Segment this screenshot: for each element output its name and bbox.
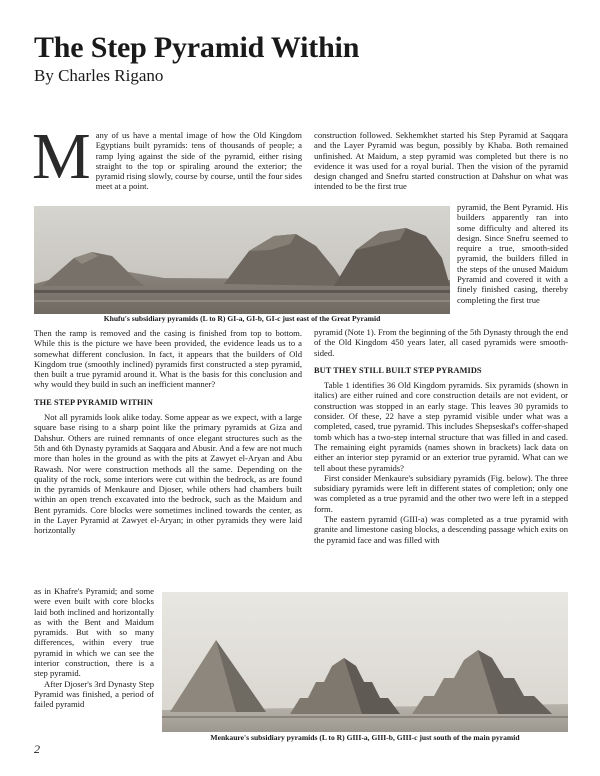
photo2-caption: Menkaure's subsidiary pyramids (L to R) GIII-a, GIII-b, GIII-c just south of the main pyramid [210,733,520,742]
eastern-pyramid-paragraph: The eastern pyramid (GIII-a) was completed as a true pyramid with granite and limestone casing blocks, a descending passage which exits on the pyramid face and was filled with [314,514,568,545]
section-heading-step-pyramid-within: THE STEP PYRAMID WITHIN [34,397,154,407]
article-title: The Step Pyramid Within [34,31,360,64]
intro-text: any of us have a mental image of how the Old Kingdom Egyptians built pyramids: tens of thousands of people; a ramp lying against the side of the pyramid, either rising straight to the top or spiraling around the exterior; the pyramid rising slowly, course by course, until the four sides meet at a point. [95,130,302,192]
table-paragraph: Table 1 identifies 36 Old Kingdom pyramids. Six pyramids (shown in italics) are either ruined and core construction details are not evident, or construction was stopped in an early stage. This leaves 30 pyramids to consider. Of these, 22 have a step pyramid visible under what was a completed, cased, true pyramid. This includes Shepseskaf's coffer-shaped tomb which has a two-step internal structure that was filled in and cased. The remaining eight pyramids (names shown in brackets) lack data on either an interior step pyramid or an exterior true pyramid. What can we tell about these pyramids? [314,380,568,473]
bent-pyramid-paragraph: pyramid, the Bent Pyramid. His builders apparently ran into some difficulty and altered its design. Since Snefru seemed to require a true, smooth-sided pyramid, the builders filled in the steps of the unused Maidum Pyramid and covered it with a finely finished casing, thereby completing the first true [457,202,568,305]
ramp-paragraph: Then the ramp is removed and the casing is finished from top to bottom. While this is the picture we have been provided, the evidence leads us to a somewhat different conclusion. In fact, it appears that the builders of Old Kingdom true (smoothly inclined) pyramids first constructed a step pyramid, then built a true pyramid around it. What is the basis for this conclusion and why would they build in such an inefficient manner? [34,328,302,390]
photo2-illustration [162,592,568,732]
drop-cap: M [32,120,91,193]
intro-paragraph [32,120,302,193]
khufu-subsidiary-pyramids-photo [34,206,450,314]
menkaure-subsidiary-pyramids-photo [162,592,568,732]
smooth-sided-paragraph: pyramid (Note 1). From the beginning of the 5th Dynasty through the end of the Old Kingdom 450 years later, all cased pyramids were smooth-sided. [314,327,568,358]
construction-paragraph: construction followed. Sekhemkhet started his Step Pyramid at Saqqara and the Layer Pyramid was begun, possibly by Khaba. Both remained unfinished. At Maidum, a step pyramid was completed but there is no evidence it was used for a royal burial. Then the vision of the pyramid design changed and Snefru started construction at Dahshur on what was intended to be the first true [314,130,568,192]
within-paragraph: Not all pyramids look alike today. Some appear as we expect, with a large square base rising to a sharp point like the primary pyramids at Giza and Dahshur. Others are ruined remnants of once elegant structures such as the 5th and 6th Dynasty pyramids at Saqqara and Abusir. And a few are not much more than holes in the ground as with the pits at Zawyet el-Aryan and Abu Rawash. Nor were construction methods all the same. Depending on the quality of the rock, some interiors were cut within the bedrock, as are found in the pyramids of Menkaure and Djoser, while others had chambers built within an open trench excavated into the bedrock, such as the Maidum and Bent pyramids. Core blocks were sometimes inclined towards the center, as in the Layer Pyramid at Zawyet el-Aryan; in other pyramids they were laid horizontally [34,412,302,536]
section-heading-still-built: BUT THEY STILL BUILT STEP PYRAMIDS [314,365,482,375]
intro-column [32,120,302,193]
right-narrow-column [457,202,568,305]
menkaure-paragraph: First consider Menkaure's subsidiary pyramids (Fig. below). The three subsidiary pyramids were left in different states of completion; only one was completed as a true pyramid and the other two were left in a stepped form. [314,472,568,514]
djoser-paragraph: After Djoser's 3rd Dynasty Step Pyramid was finished, a period of failed pyramid [34,678,154,710]
photo1-illustration [34,206,450,314]
article-author: By Charles Rigano [34,66,164,85]
right-column-top [314,130,568,192]
right-column-body [314,327,568,545]
within-paragraph-continued: as in Khafre's Pyramid; and some were even built with core blocks laid both inclined and horizontally as with the Bent and Maidum pyramids. But with so many differences, within every true pyramid in which we can see the interior construction, there is a step pyramid. [34,586,154,679]
photo1-caption: Khufu's subsidiary pyramids (L to R) GI-a, GI-b, GI-c just east of the Great Pyramid [103,314,381,323]
left-narrow-column [34,586,154,710]
page-number: 2 [34,742,40,756]
left-column-body [34,328,302,536]
